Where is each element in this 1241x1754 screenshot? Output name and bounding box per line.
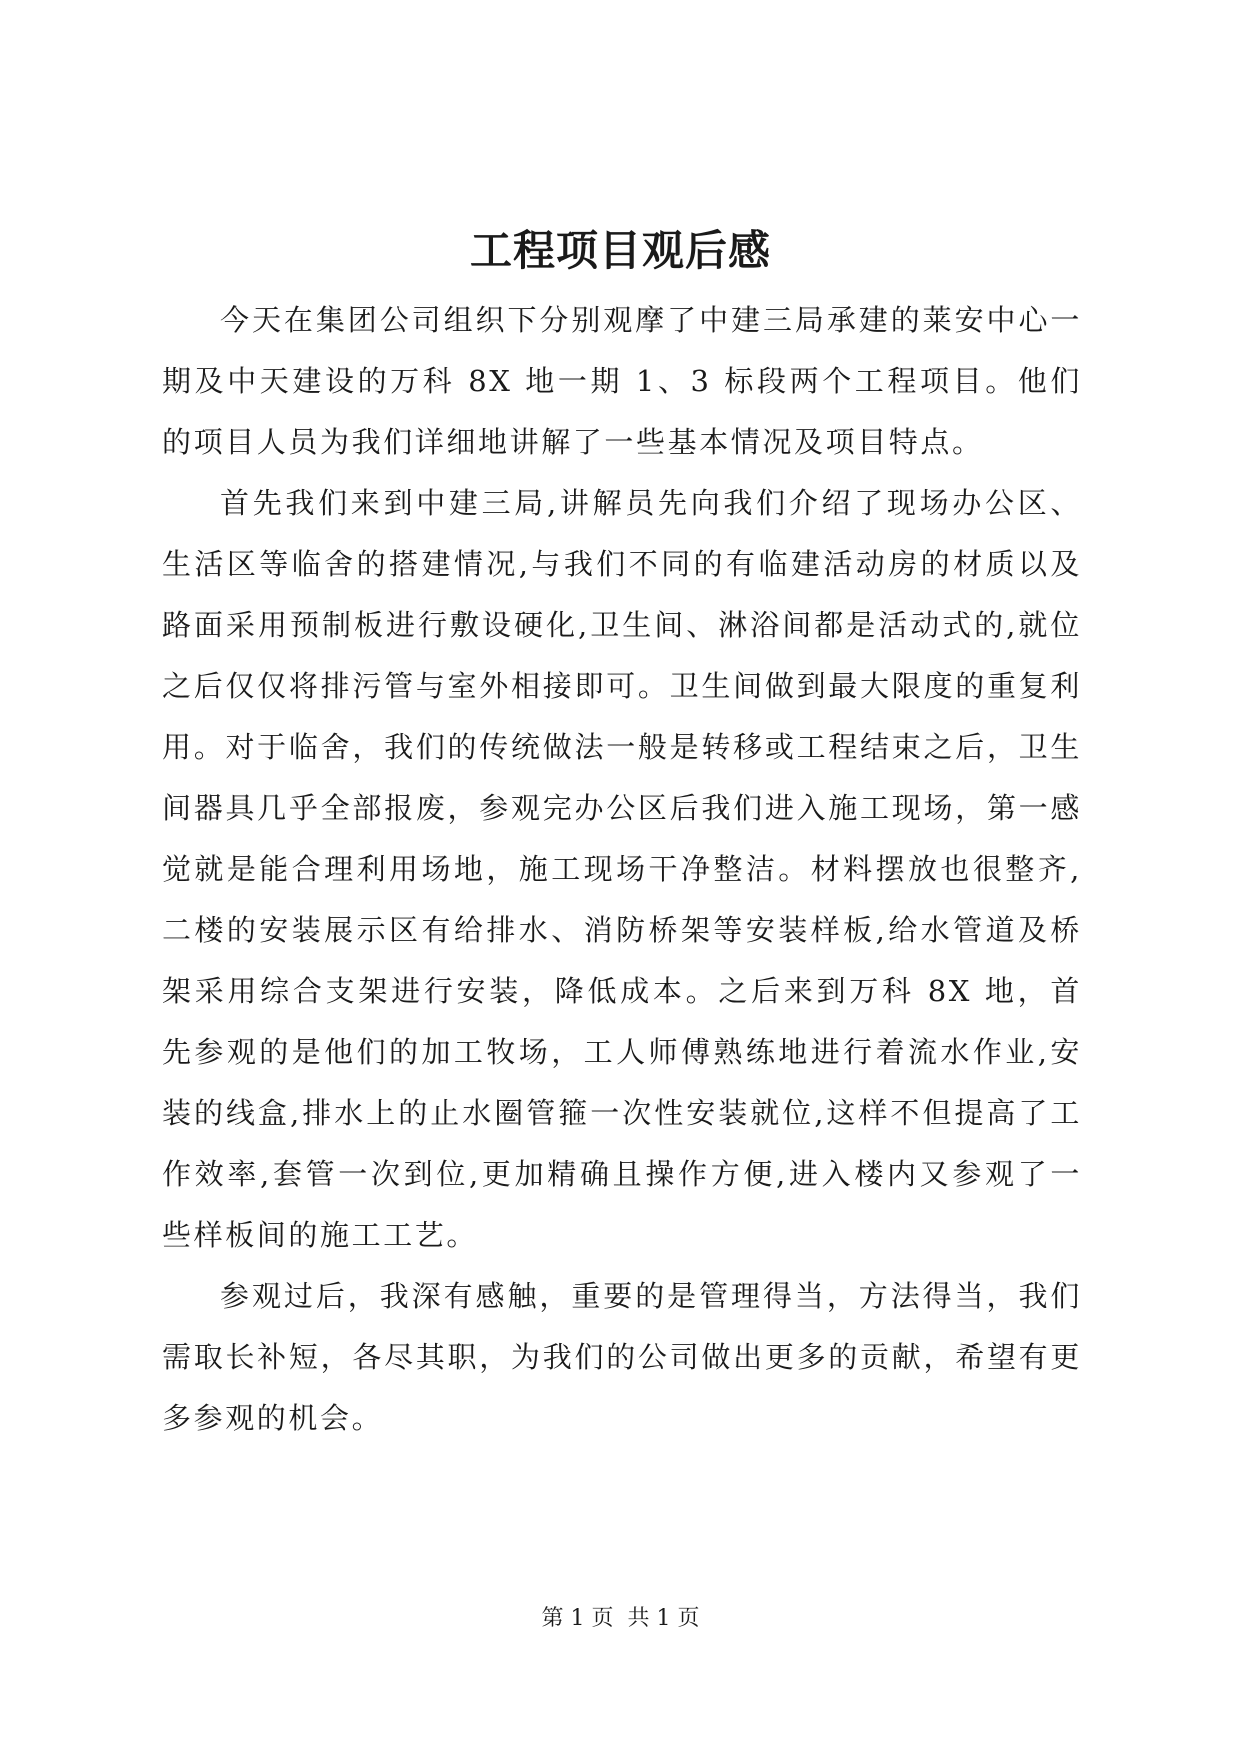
paragraph-intro: 今天在集团公司组织下分别观摩了中建三局承建的莱安中心一期及中天建设的万科 8X 地一期 1、3 标段两个工程项目。他们的项目人员为我们详细地讲解了一些基本情况及项目特点。 — [162, 303, 1082, 459]
document-title: 工程项目观后感 — [469, 226, 771, 275]
page-number-footer: 第 1 页 共 1 页 — [541, 1606, 700, 1631]
paragraph-visit-details: 首先我们来到中建三局,讲解员先向我们介绍了现场办公区、生活区等临舍的搭建情况,与我们不同的有临建活动房的材质以及路面采用预制板进行敷设硬化,卫生间、淋浴间都是活动式的,就位之后仅仅将排污管与室外相接即可。卫生间做到最大限度的重复利用。对于临舍，我们的传统做法一般是转移或工程结束之后，卫生间器具几乎全部报废，参观完办公区后我们进入施工现场，第一感觉就是能合理利用场地，施工现场干净整洁。材料摆放也很整齐,二楼的安装展示区有给排水、消防桥架等安装样板,给水管道及桥架采用综合支架进行安装，降低成本。之后来到万科 8X 地，首先参观的是他们的加工牧场，工人师傅熟练地进行着流水作业,安装的线盒,排水上的止水圈管箍一次性安装就位,这样不但提高了工作效率,套管一次到位,更加精确且操作方便,进入楼内又参观了一些样板间的施工工艺。 — [162, 486, 1082, 1252]
document-body — [162, 290, 1082, 1449]
paragraph-conclusion: 参观过后，我深有感触，重要的是管理得当，方法得当，我们需取长补短，各尽其职，为我们的公司做出更多的贡献，希望有更多参观的机会。 — [162, 1279, 1082, 1435]
